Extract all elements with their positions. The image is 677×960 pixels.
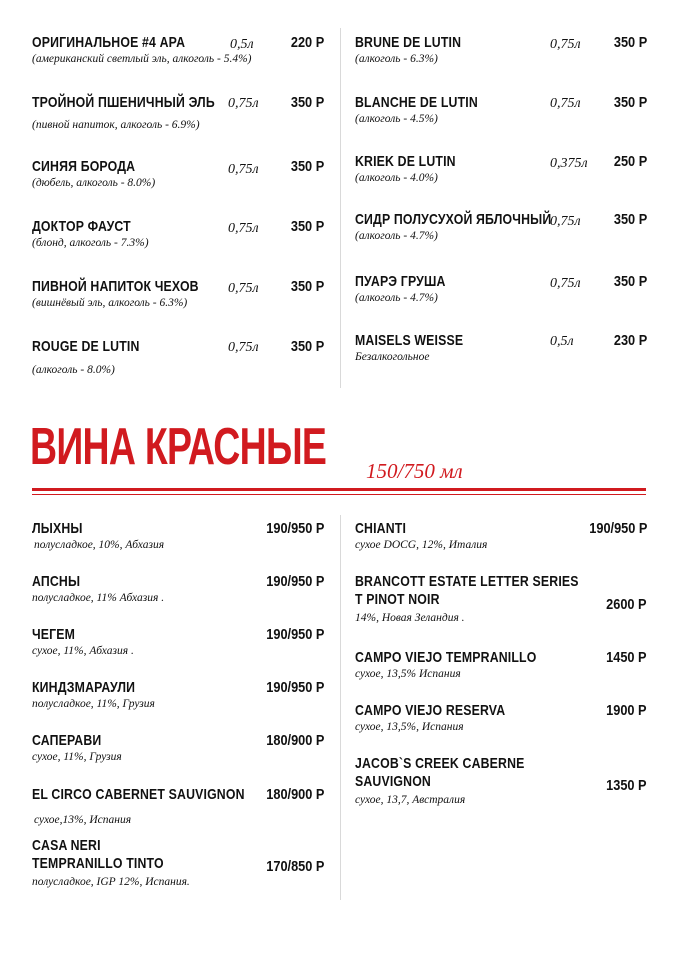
item-volume: 0,75л <box>228 340 259 355</box>
beer-item <box>32 34 252 66</box>
item-name: CAMPO VIEJO TEMPRANILLO <box>355 649 537 666</box>
wine-item <box>32 837 193 889</box>
item-name: CASA NERI <box>32 837 101 854</box>
item-name: MAISELS WEISSE <box>355 332 464 349</box>
item-name: СИНЯЯ БОРОДА <box>32 158 136 175</box>
wine-item <box>32 573 164 605</box>
item-price: 250 Р <box>613 153 647 170</box>
item-desc: 14%, Новая Зеландия . <box>355 612 465 624</box>
item-price: 350 Р <box>290 158 324 175</box>
item-name: JACOB`S CREEK CABERNE <box>355 755 525 772</box>
item-price: 190/950 Р <box>265 573 324 590</box>
item-name: ROUGE DE LUTIN <box>32 338 140 355</box>
item-volume: 0,75л <box>228 281 259 296</box>
beer-item <box>32 158 158 190</box>
column-divider-top <box>340 28 341 388</box>
item-price: 350 Р <box>290 278 324 295</box>
item-desc: сухое, 13,5% Испания <box>355 668 461 680</box>
beer-item <box>32 94 255 132</box>
item-desc: (алкоголь - 4.5%) <box>355 113 438 125</box>
item-price: 350 Р <box>290 338 324 355</box>
item-desc: (алкоголь - 8.0%) <box>32 364 115 376</box>
item-desc: сухое, 11%, Абхазия . <box>32 645 134 657</box>
item-name: АПСНЫ <box>32 573 81 590</box>
wine-item <box>32 786 291 827</box>
item-desc: (блонд, алкоголь - 7.3%) <box>32 237 149 249</box>
item-price: 230 Р <box>613 332 647 349</box>
item-price: 180/900 Р <box>265 786 324 803</box>
item-price: 350 Р <box>613 94 647 111</box>
item-name: ЧЕГЕМ <box>32 626 76 643</box>
item-price: 1450 Р <box>606 649 647 666</box>
item-desc: (дюбель, алкоголь - 8.0%) <box>32 177 156 189</box>
item-name: ПУАРЭ ГРУША <box>355 273 446 290</box>
item-price: 350 Р <box>613 211 647 228</box>
wine-item <box>355 755 562 807</box>
section-subtitle: 150/750 мл <box>366 459 463 483</box>
beer-item <box>355 34 484 66</box>
title-underline-thick <box>32 488 646 491</box>
item-volume: 0,75л <box>550 37 581 52</box>
item-name-line2: SAUVIGNON <box>355 773 431 790</box>
beer-item <box>32 278 235 310</box>
wine-item <box>32 520 164 552</box>
item-desc: (американский светлый эль, алкоголь - 5.4%) <box>32 53 252 65</box>
item-volume: 0,75л <box>550 96 581 111</box>
item-name: ПИВНОЙ НАПИТОК ЧЕХОВ <box>32 278 199 295</box>
beer-item <box>32 338 163 377</box>
item-desc: (пивной напиток, алкоголь - 6.9%) <box>32 119 200 131</box>
item-price: 180/900 Р <box>265 732 324 749</box>
item-price: 190/950 Р <box>265 679 324 696</box>
item-desc: сухое, 11%, Грузия <box>32 751 122 763</box>
item-desc: полусладкое, 10%, Абхазия <box>34 539 165 551</box>
item-price: 350 Р <box>290 218 324 235</box>
item-desc: (алкоголь - 4.7%) <box>355 292 438 304</box>
item-price: 1350 Р <box>606 777 647 794</box>
item-volume: 0,75л <box>228 221 259 236</box>
item-price: 2600 Р <box>606 596 647 613</box>
beer-item <box>355 273 465 305</box>
wine-item <box>32 626 134 658</box>
item-volume: 0,75л <box>550 276 581 291</box>
item-desc: сухое, 13,5%, Испания <box>355 721 464 733</box>
item-desc: (алкоголь - 4.7%) <box>355 230 438 242</box>
wine-item <box>32 732 122 764</box>
item-desc: сухое,13%, Испания <box>34 814 132 826</box>
item-name: ДОКТОР ФАУСТ <box>32 218 131 235</box>
item-desc: полусладкое, 11% Абхазия . <box>32 592 165 604</box>
item-desc: сухое, 13,7, Австралия <box>355 794 466 806</box>
item-name: CAMPO VIEJO RESERVA <box>355 702 506 719</box>
wine-item <box>355 649 576 681</box>
item-name: ОРИГИНАЛЬНОЕ #4 APA <box>32 34 186 51</box>
item-price: 190/950 Р <box>265 520 324 537</box>
wine-item <box>355 520 487 552</box>
item-name: KRIEK DE LUTIN <box>355 153 456 170</box>
item-desc: полусладкое, 11%, Грузия <box>32 698 155 710</box>
item-price: 190/950 Р <box>265 626 324 643</box>
item-volume: 0,75л <box>228 162 259 177</box>
column-divider-bottom <box>340 515 341 900</box>
item-desc: (вишнёвый эль, алкоголь - 6.3%) <box>32 297 188 309</box>
item-desc: полусладкое, IGP 12%, Испания. <box>32 876 190 888</box>
wine-item <box>355 573 628 625</box>
item-price: 170/850 Р <box>265 858 324 875</box>
beer-item <box>32 218 153 250</box>
item-name-line2: T PINOT NOIR <box>355 591 440 608</box>
item-desc: (алкоголь - 6.3%) <box>355 53 438 65</box>
item-price: 350 Р <box>613 273 647 290</box>
item-name: BLANCHE DE LUTIN <box>355 94 478 111</box>
beer-item <box>355 94 505 126</box>
item-price: 190/950 Р <box>588 520 647 537</box>
beer-item <box>355 153 478 185</box>
item-name: BRANCOTT ESTATE LETTER SERIES <box>355 573 579 590</box>
item-name: CHIANTI <box>355 520 407 537</box>
title-underline-thin <box>32 494 646 495</box>
item-name: САПЕРАВИ <box>32 732 102 749</box>
item-volume: 0,75л <box>550 214 581 229</box>
item-volume: 0,5л <box>230 37 254 52</box>
item-volume: 0,375л <box>550 156 588 171</box>
item-volume: 0,75л <box>228 96 259 111</box>
wine-item <box>355 702 538 734</box>
item-name: BRUNE DE LUTIN <box>355 34 462 51</box>
item-name: ТРОЙНОЙ ПШЕНИЧНЫЙ ЭЛЬ <box>32 94 215 111</box>
section-title: ВИНА КРАСНЫЕ <box>30 418 327 476</box>
item-desc: (алкоголь - 4.0%) <box>355 172 438 184</box>
item-price: 350 Р <box>290 94 324 111</box>
item-desc: сухое DOCG, 12%, Италия <box>355 539 488 551</box>
item-name: СИДР ПОЛУСУХОЙ ЯБЛОЧНЫЙ <box>355 211 552 228</box>
item-name: EL CIRCO CABERNET SAUVIGNON <box>32 786 245 803</box>
item-price: 220 Р <box>290 34 324 51</box>
item-volume: 0,5л <box>550 334 574 349</box>
item-price: 1900 Р <box>606 702 647 719</box>
item-name: ЛЫХНЫ <box>32 520 83 537</box>
item-desc: Безалкогольное <box>355 351 430 363</box>
item-price: 350 Р <box>613 34 647 51</box>
beer-item <box>355 332 487 364</box>
wine-item <box>32 679 158 711</box>
item-name-line2: TEMPRANILLO TINTO <box>32 855 164 872</box>
item-name: КИНДЗМАРАУЛИ <box>32 679 136 696</box>
